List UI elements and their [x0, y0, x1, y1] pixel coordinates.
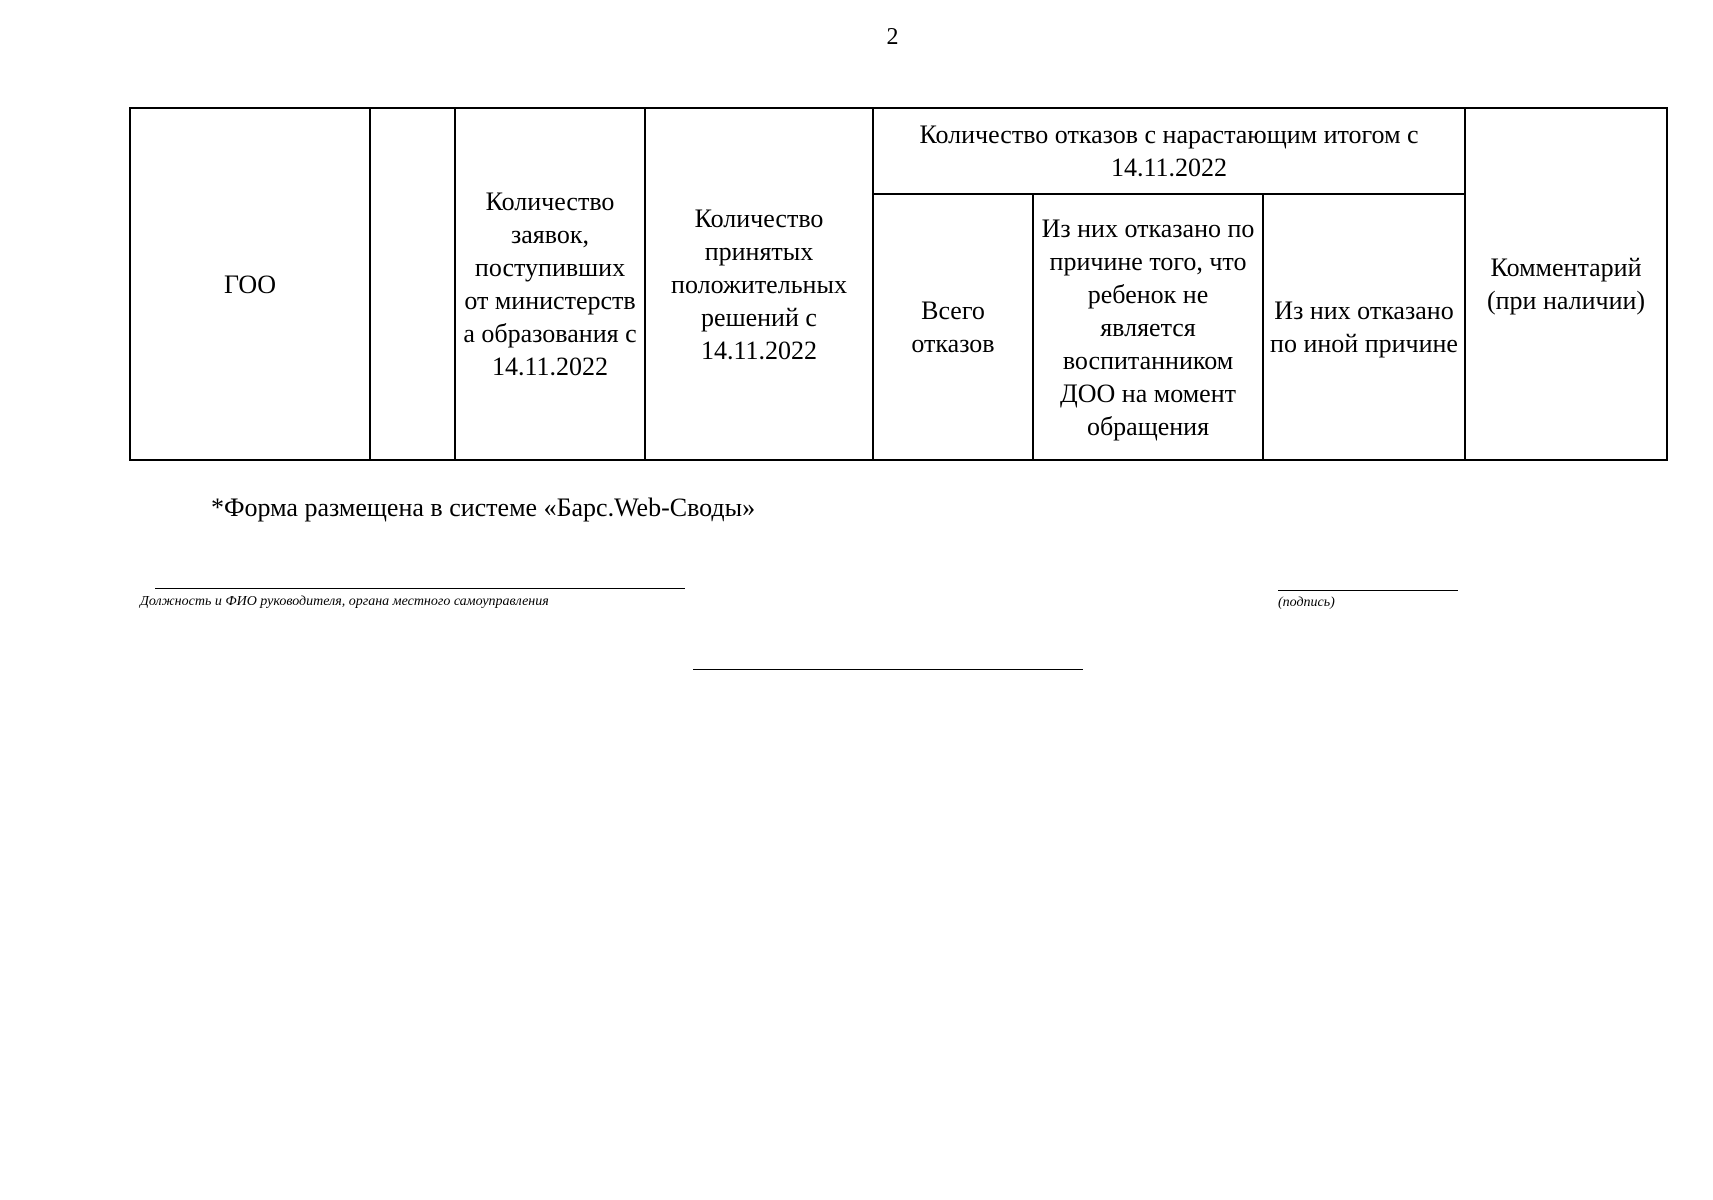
header-comment: Комментарий (при наличии)	[1465, 108, 1667, 460]
header-refusals-total: Всего отказов	[873, 194, 1033, 460]
footnote: *Форма размещена в системе «Барс.Web-Своды»	[211, 493, 756, 522]
header-positive-decisions: Количество принятых положительных решений с 14.11.2022	[645, 108, 873, 460]
report-form-table	[129, 107, 1668, 461]
position-signature-line	[155, 588, 685, 589]
header-goo: ГОО	[130, 108, 370, 460]
header-refusals-group: Количество отказов с нарастающим итогом с 14.11.2022	[873, 108, 1465, 194]
position-caption: Должность и ФИО руководителя, органа местного самоуправления	[140, 594, 549, 609]
signature-line	[1278, 590, 1458, 591]
header-applications: Количество заявок, поступивших от министерств а образования с 14.11.2022	[455, 108, 645, 460]
page-number: 2	[886, 24, 899, 50]
header-blank	[370, 108, 455, 460]
bottom-rule	[693, 669, 1083, 670]
header-refusals-other: Из них отказано по иной причине	[1263, 194, 1465, 460]
header-refusals-not-pupil: Из них отказано по причине того, что ребенок не является воспитанником ДОО на момент обращения	[1033, 194, 1263, 460]
signature-caption: (подпись)	[1278, 595, 1335, 610]
